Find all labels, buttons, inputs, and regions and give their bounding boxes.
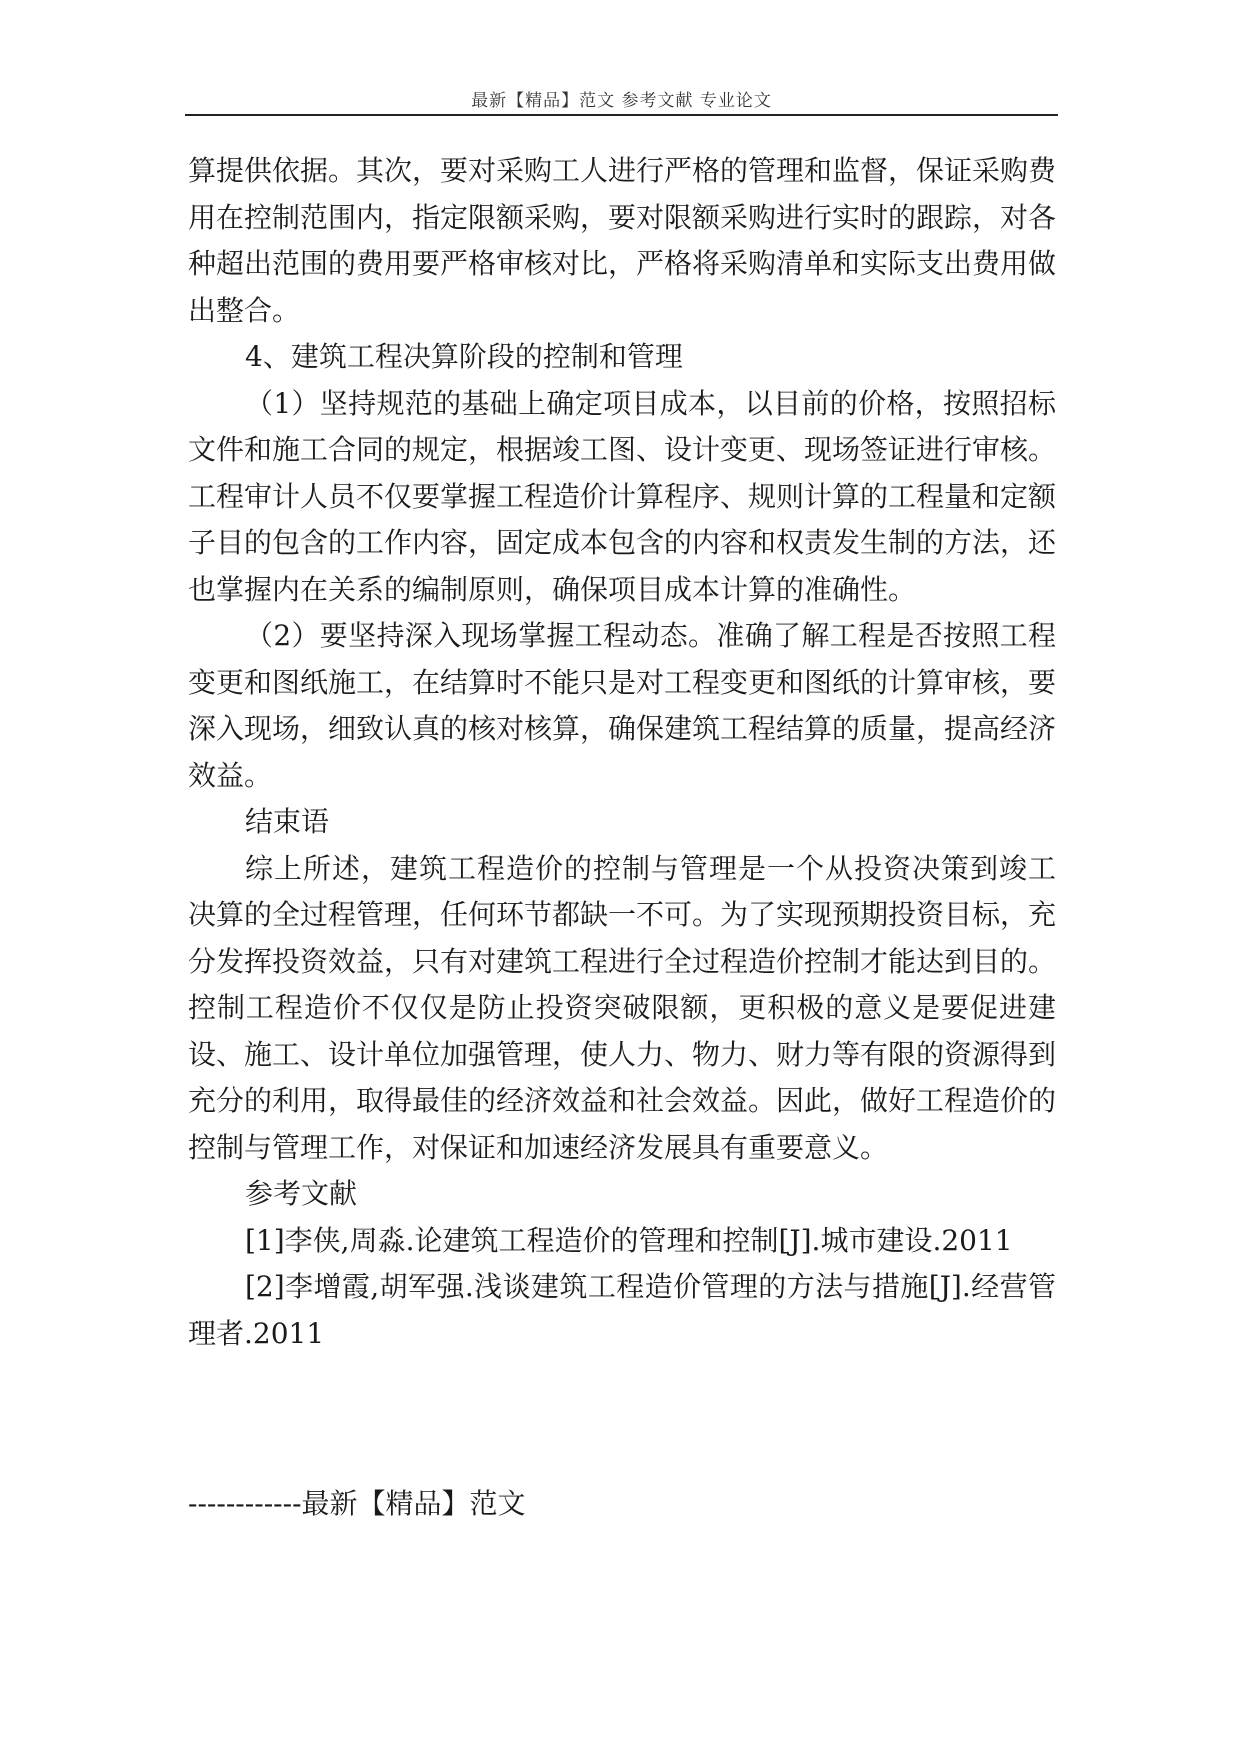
document-body bbox=[188, 148, 1056, 1357]
paragraph-point-2: （2）要坚持深入现场掌握工程动态。准确了解工程是否按照工程变更和图纸施工，在结算时不能只是对工程变更和图纸的计算审核，要深入现场，细致认真的核对核算，确保建筑工程结算的质量，提高经济效益。 bbox=[188, 619, 1057, 792]
paragraph-point-1: （1）坚持规范的基础上确定项目成本，以目前的价格，按照招标文件和施工合同的规定，根据竣工图、设计变更、现场签证进行审核。工程审计人员不仅要掌握工程造价计算程序、规则计算的工程量和定额子目的包含的工作内容，固定成本包含的内容和权责发生制的方法，还也掌握内在关系的编制原则，确保项目成本计算的准确性。 bbox=[188, 386, 1057, 606]
paragraph-continued: 算提供依据。其次，要对采购工人进行严格的管理和监督，保证采购费用在控制范围内，指定限额采购，要对限额采购进行实时的跟踪，对各种超出范围的费用要严格审核对比，严格将采购清单和实际支出费用做出整合。 bbox=[188, 154, 1057, 327]
reference-item-2: [2]李增霞,胡军强.浅谈建筑工程造价管理的方法与措施[J].经营管理者.2011 bbox=[188, 1270, 1056, 1350]
page-footer: ------------最新【精品】范文 bbox=[188, 1487, 526, 1520]
conclusion-paragraph: 综上所述，建筑工程造价的控制与管理是一个从投资决策到竣工决算的全过程管理，任何环节都缺一不可。为了实现预期投资目标，充分发挥投资效益，只有对建筑工程进行全过程造价控制才能达到目的。控制工程造价不仅仅是防止投资突破限额，更积极的意义是要促进建设、施工、设计单位加强管理，使人力、物力、财力等有限的资源得到充分的利用，取得最佳的经济效益和社会效益。因此，做好工程造价的控制与管理工作，对保证和加速经济发展具有重要意义。 bbox=[188, 851, 1057, 1164]
page-header: 最新【精品】范文 参考文献 专业论文 bbox=[471, 91, 772, 111]
header-divider bbox=[185, 114, 1058, 116]
conclusion-heading: 结束语 bbox=[245, 805, 330, 838]
section-heading-4: 4、建筑工程决算阶段的控制和管理 bbox=[245, 340, 683, 373]
reference-item-1: [1]李侠,周淼.论建筑工程造价的管理和控制[J].城市建设.2011 bbox=[245, 1223, 1013, 1257]
references-heading: 参考文献 bbox=[245, 1177, 358, 1210]
